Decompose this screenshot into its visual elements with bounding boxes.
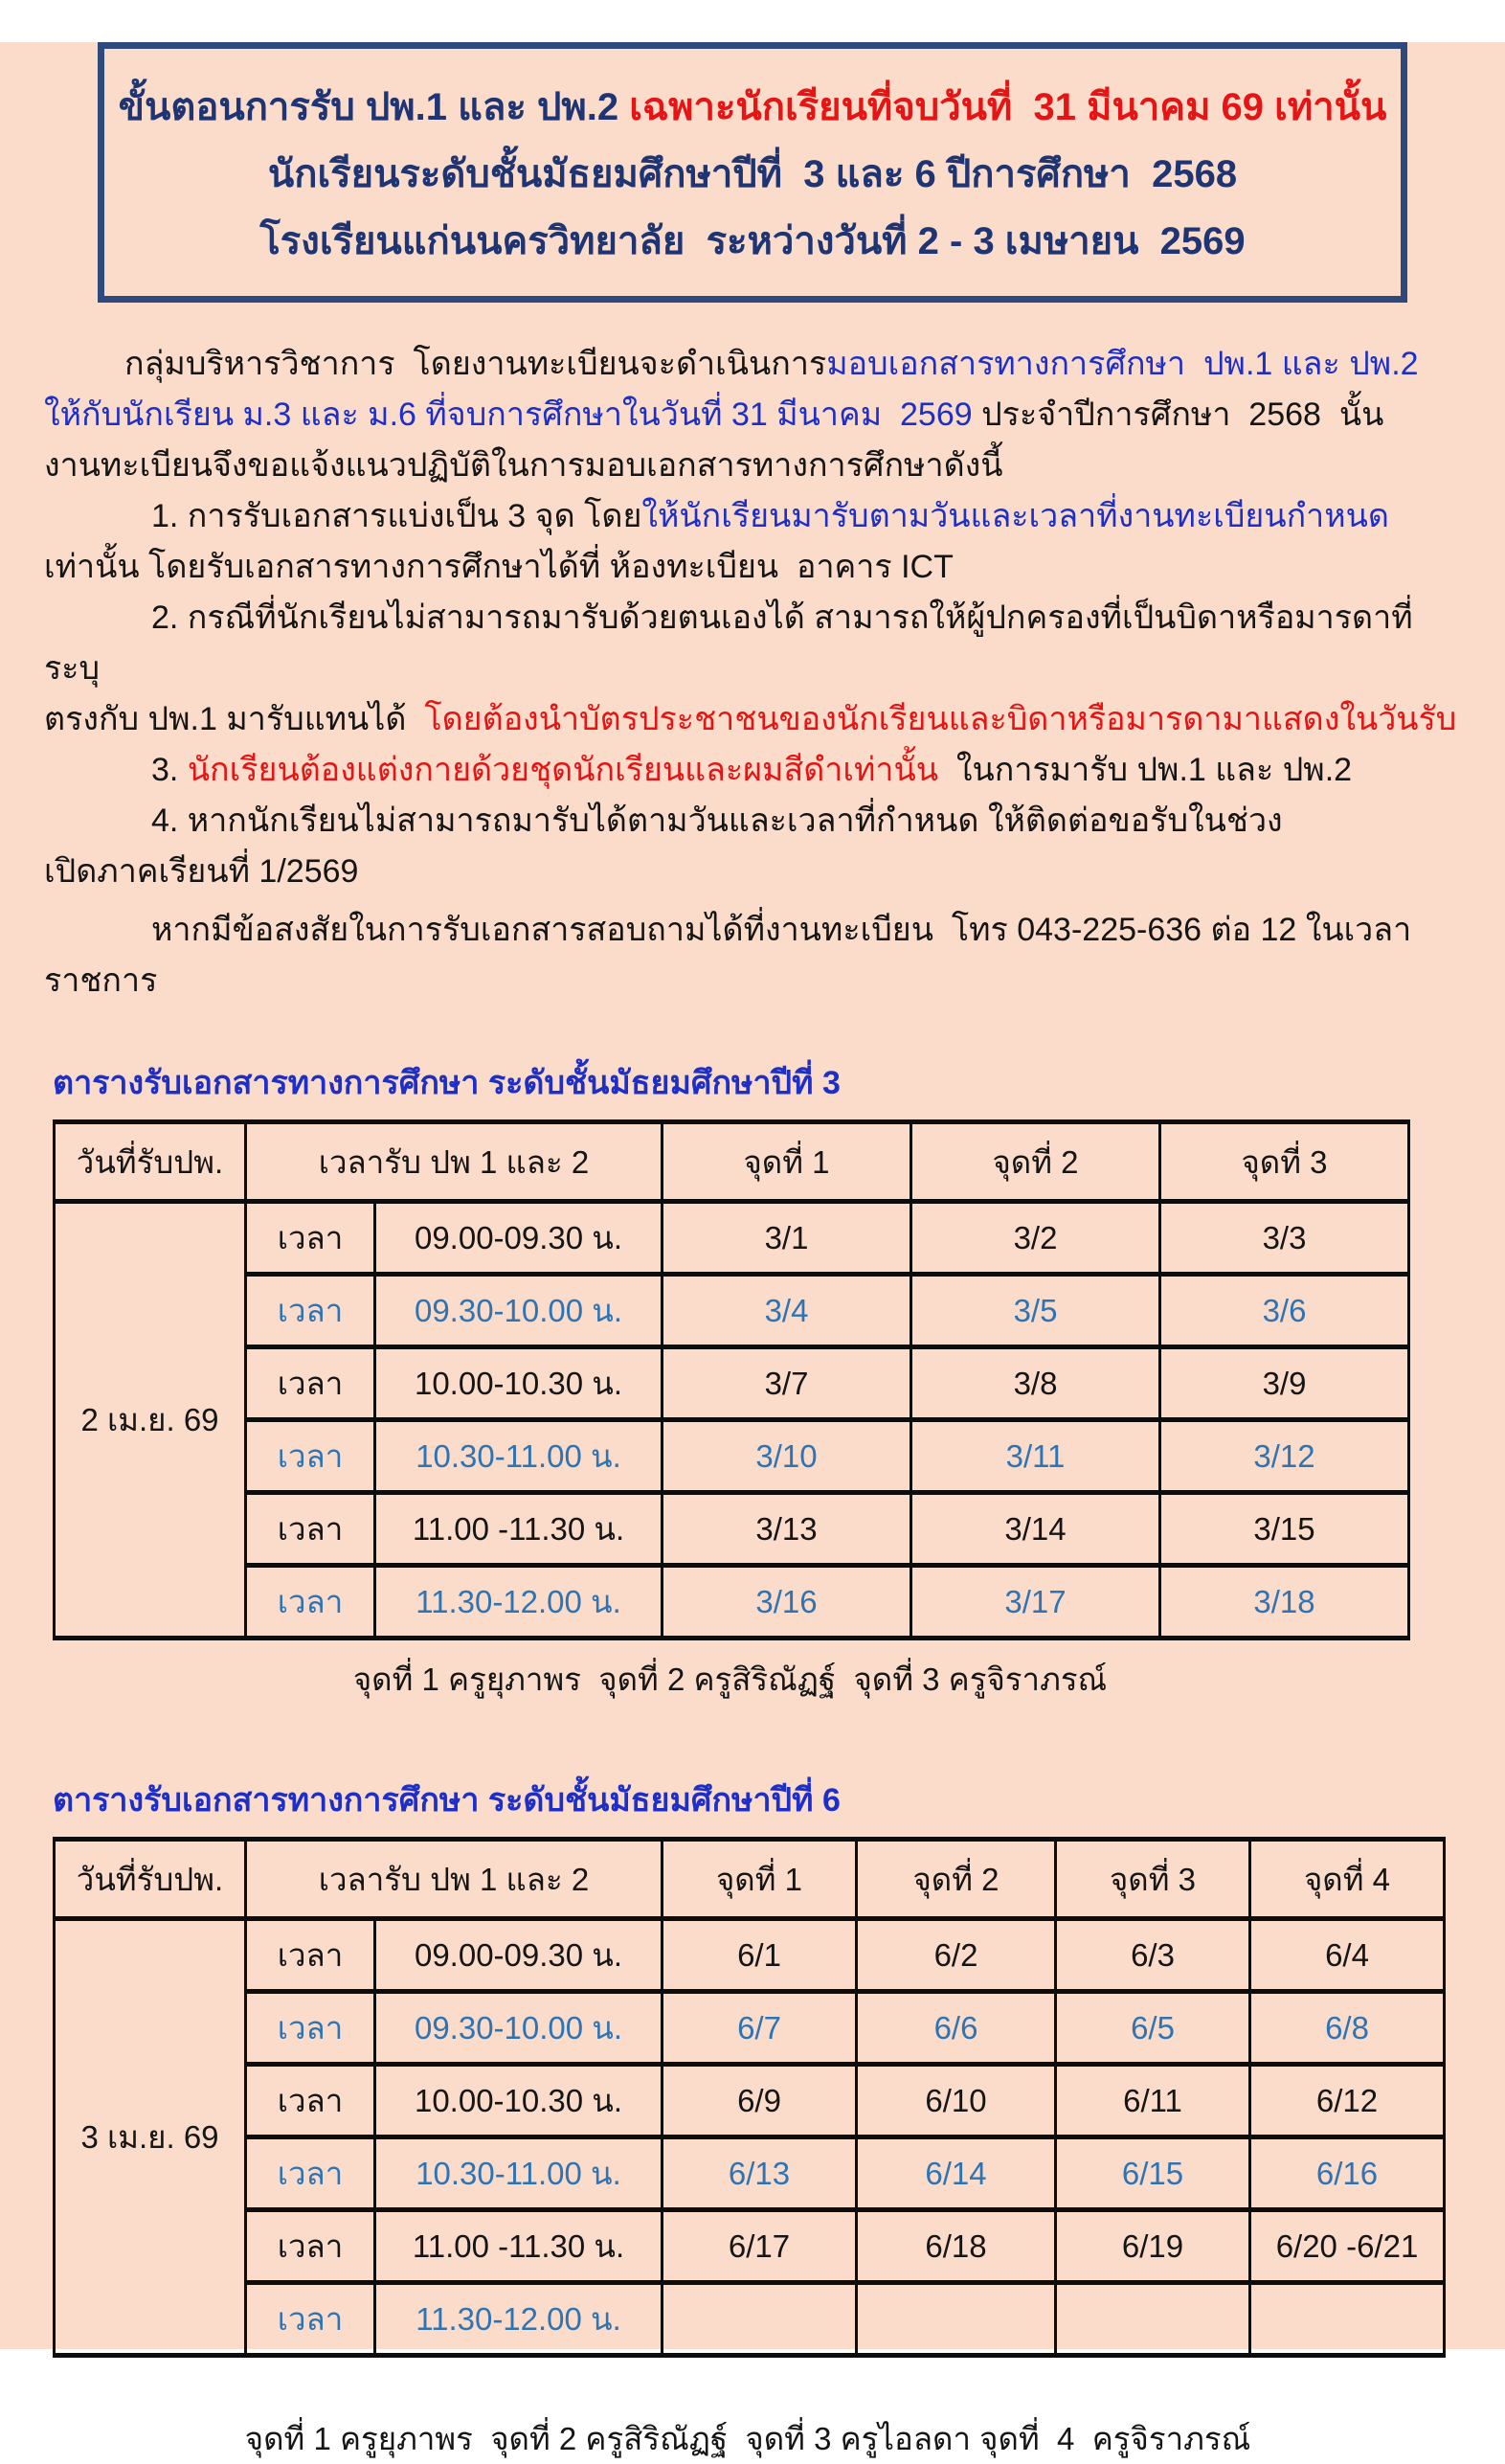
item-1-line-2: เท่านั้น โดยรับเอกสารทางการศึกษาได้ที่ ห้องทะเบียน อาคาร ICT <box>44 549 954 585</box>
m3-cell: 3/15 <box>1160 1493 1409 1566</box>
item-4-line-2: เปิดภาคเรียนที่ 1/2569 <box>44 853 359 890</box>
m3-date-cell: 2 เม.ย. 69 <box>55 1202 246 1639</box>
m6-time-value: 10.30-11.00 น. <box>375 2137 663 2210</box>
m6-date-cell: 3 เม.ย. 69 <box>55 1919 246 2356</box>
m6-time-value: 11.30-12.00 น. <box>375 2283 663 2356</box>
table-row <box>55 1347 1409 1420</box>
m6-cell <box>857 2283 1056 2356</box>
m6-time-label: เวลา <box>246 2065 375 2137</box>
intro-line-3: งานทะเบียนจึงขอแจ้งแนวปฏิบัติในการมอบเอกสารทางการศึกษาดังนี้ <box>44 447 1003 484</box>
m3-time-value: 09.00-09.30 น. <box>375 1202 663 1275</box>
table-m6-caption: จุดที่ 1 ครูยุภาพร จุดที่ 2 ครูสิริณัฏฐ์ จุดที่ 3 ครูไอลดา จุดที่ 4 ครูจิราภรณ์ <box>244 2421 1251 2456</box>
m6-cell: 6/16 <box>1250 2137 1445 2210</box>
m3-cell: 3/2 <box>911 1202 1160 1275</box>
m3-cell: 3/14 <box>911 1493 1160 1566</box>
m3-cell: 3/8 <box>911 1347 1160 1420</box>
m3-cell: 3/7 <box>663 1347 911 1420</box>
m3-time-value: 11.30-12.00 น. <box>375 1566 663 1639</box>
item-1-blue: ให้นักเรียนมารับตามวันและเวลาที่งานทะเบียนกำหนด <box>641 498 1389 534</box>
m6-time-label: เวลา <box>246 2137 375 2210</box>
table-m6-header-row <box>55 1840 1445 1919</box>
m6-cell: 6/1 <box>663 1919 857 1992</box>
m6-cell: 6/10 <box>857 2065 1056 2137</box>
table-row <box>55 1992 1445 2065</box>
m6-cell: 6/19 <box>1056 2210 1250 2283</box>
m6-cell: 6/12 <box>1250 2065 1445 2137</box>
m6-cell <box>1250 2283 1445 2356</box>
m3-header-point3: จุดที่ 3 <box>1160 1122 1409 1202</box>
header-line-1 <box>114 74 1391 141</box>
m6-time-value: 09.30-10.00 น. <box>375 1992 663 2065</box>
intro-line-1-black: กลุ่มบริหารวิชาการ โดยงานทะเบียนจะดำเนินการ <box>124 346 827 382</box>
m6-cell: 6/20 -6/21 <box>1250 2210 1445 2283</box>
header-line-3: โรงเรียนแก่นนครวิทยาลัย ระหว่างวันที่ 2 - 3 เมษายน 2569 <box>259 220 1246 262</box>
header-line-2: นักเรียนระดับชั้นมัธยมศึกษาปีที่ 3 และ 6 ปีการศึกษา 2568 <box>267 153 1238 195</box>
table-row <box>55 1566 1409 1639</box>
m3-cell: 3/13 <box>663 1493 911 1566</box>
header-line-1-title: ขั้นตอนการรับ ปพ.1 และ ปพ.2 <box>118 86 630 128</box>
m3-cell: 3/1 <box>663 1202 911 1275</box>
m6-cell: 6/15 <box>1056 2137 1250 2210</box>
m6-cell: 6/17 <box>663 2210 857 2283</box>
table-row <box>55 1493 1409 1566</box>
m3-time-value: 10.00-10.30 น. <box>375 1347 663 1420</box>
m3-header-time: เวลารับ ปพ 1 และ 2 <box>246 1122 663 1202</box>
m3-cell: 3/6 <box>1160 1275 1409 1347</box>
item-2-line-1: 2. กรณีที่นักเรียนไม่สามารถมารับด้วยตนเองได้ สามารถให้ผู้ปกครองที่เป็นบิดาหรือมารดาที่ระบุ <box>44 599 1413 687</box>
m6-header-point2: จุดที่ 2 <box>857 1840 1056 1919</box>
table-row <box>55 1919 1445 1992</box>
table-m3-caption: จุดที่ 1 ครูยุภาพร จุดที่ 2 ครูสิริณัฏฐ์ จุดที่ 3 ครูจิราภรณ์ <box>352 1662 1108 1697</box>
table-m3 <box>53 1119 1410 1640</box>
m3-time-label: เวลา <box>246 1275 375 1347</box>
m6-cell: 6/13 <box>663 2137 857 2210</box>
m6-cell <box>663 2283 857 2356</box>
m6-cell: 6/7 <box>663 1992 857 2065</box>
m3-time-label: เวลา <box>246 1566 375 1639</box>
m3-time-label: เวลา <box>246 1493 375 1566</box>
m6-time-value: 10.00-10.30 น. <box>375 2065 663 2137</box>
m3-header-date: วันที่รับปพ. <box>55 1122 246 1202</box>
m3-cell: 3/18 <box>1160 1566 1409 1639</box>
item-2-black: ตรงกับ ปพ.1 มารับแทนได้ <box>44 701 425 737</box>
table-m3-header-row <box>55 1122 1409 1202</box>
m3-time-label: เวลา <box>246 1347 375 1420</box>
m6-header-time: เวลารับ ปพ 1 และ 2 <box>246 1840 663 1919</box>
announcement-document-page <box>0 42 1505 2456</box>
table-row <box>55 2210 1445 2283</box>
m6-time-value: 11.00 -11.30 น. <box>375 2210 663 2283</box>
m6-cell: 6/11 <box>1056 2065 1250 2137</box>
m6-cell: 6/5 <box>1056 1992 1250 2065</box>
m6-cell <box>1056 2283 1250 2356</box>
m6-time-label: เวลา <box>246 2210 375 2283</box>
m3-time-value: 11.00 -11.30 น. <box>375 1493 663 1566</box>
m3-cell: 3/3 <box>1160 1202 1409 1275</box>
item-1-black: 1. การรับเอกสารแบ่งเป็น 3 จุด โดย <box>151 498 642 534</box>
m6-header-point1: จุดที่ 1 <box>663 1840 857 1919</box>
intro-line-2-black: ประจำปีการศึกษา 2568 นั้น <box>972 396 1384 433</box>
m6-header-point3: จุดที่ 3 <box>1056 1840 1250 1919</box>
item-2-red: โดยต้องนำบัตรประชาชนของนักเรียนและบิดาหรือมารดามาแสดงในวันรับ <box>424 701 1457 737</box>
table-m3-section <box>53 1056 1505 1705</box>
table-row <box>55 1275 1409 1347</box>
table-row <box>55 1420 1409 1493</box>
m6-cell: 6/3 <box>1056 1919 1250 1992</box>
item-4-line-1: 4. หากนักเรียนไม่สามารถมารับได้ตามวันและเวลาที่กำหนด ให้ติดต่อขอรับในช่วง <box>151 802 1283 839</box>
m6-time-value: 09.00-09.30 น. <box>375 1919 663 1992</box>
intro-line-1 <box>44 339 1461 390</box>
table-row <box>55 2137 1445 2210</box>
m3-time-value: 09.30-10.00 น. <box>375 1275 663 1347</box>
table-row <box>55 2065 1445 2137</box>
m3-cell: 3/16 <box>663 1566 911 1639</box>
m6-time-label: เวลา <box>246 2283 375 2356</box>
contact-line: หากมีข้อสงสัยในการรับเอกสารสอบถามได้ที่งานทะเบียน โทร 043-225-636 ต่อ 12 ในเวลาราชการ <box>44 912 1412 999</box>
header-line-1-alert: เฉพาะนักเรียนที่จบวันที่ 31 มีนาคม 69 เท่านั้น <box>629 86 1387 128</box>
m3-time-label: เวลา <box>246 1420 375 1493</box>
intro-line-1-blue: มอบเอกสารทางการศึกษา ปพ.1 และ ปพ.2 <box>826 346 1419 382</box>
item-1-line-1 <box>44 491 1461 542</box>
m3-time-value: 10.30-11.00 น. <box>375 1420 663 1493</box>
m6-cell: 6/6 <box>857 1992 1056 2065</box>
m6-cell: 6/18 <box>857 2210 1056 2283</box>
table-m6-title: ตารางรับเอกสารทางการศึกษา ระดับชั้นมัธยมศึกษาปีที่ 6 <box>53 1782 841 1819</box>
m3-cell: 3/5 <box>911 1275 1160 1347</box>
m3-header-point1: จุดที่ 1 <box>663 1122 911 1202</box>
announcement-body <box>44 339 1461 1006</box>
table-m6-section <box>53 1774 1505 2464</box>
m6-cell: 6/8 <box>1250 1992 1445 2065</box>
m6-header-point4: จุดที่ 4 <box>1250 1840 1445 1919</box>
m3-cell: 3/11 <box>911 1420 1160 1493</box>
intro-line-2 <box>44 390 1461 441</box>
item-3-red: นักเรียนต้องแต่งกายด้วยชุดนักเรียนและผมสีดำเท่านั้น <box>187 752 938 788</box>
item-3-line <box>44 745 1461 796</box>
intro-line-2-blue: ให้กับนักเรียน ม.3 และ ม.6 ที่จบการศึกษาในวันที่ 31 มีนาคม 2569 <box>44 396 973 433</box>
item-3-number: 3. <box>151 752 188 788</box>
table-m6 <box>53 1837 1446 2358</box>
m6-time-label: เวลา <box>246 1992 375 2065</box>
table-row <box>55 2283 1445 2356</box>
table-row <box>55 1202 1409 1275</box>
m6-cell: 6/4 <box>1250 1919 1445 1992</box>
m3-cell: 3/9 <box>1160 1347 1409 1420</box>
m6-header-date: วันที่รับปพ. <box>55 1840 246 1919</box>
m3-header-point2: จุดที่ 2 <box>911 1122 1160 1202</box>
m6-cell: 6/9 <box>663 2065 857 2137</box>
m3-cell: 3/12 <box>1160 1420 1409 1493</box>
m6-time-label: เวลา <box>246 1919 375 1992</box>
m6-cell: 6/2 <box>857 1919 1056 1992</box>
m6-cell: 6/14 <box>857 2137 1056 2210</box>
m3-cell: 3/17 <box>911 1566 1160 1639</box>
item-2-line-2 <box>44 694 1461 745</box>
m3-cell: 3/4 <box>663 1275 911 1347</box>
m3-cell: 3/10 <box>663 1420 911 1493</box>
item-3-black: ในการมารับ ปพ.1 และ ปพ.2 <box>938 752 1353 788</box>
m3-time-label: เวลา <box>246 1202 375 1275</box>
table-m3-title: ตารางรับเอกสารทางการศึกษา ระดับชั้นมัธยมศึกษาปีที่ 3 <box>53 1065 841 1101</box>
header-box <box>98 42 1407 303</box>
